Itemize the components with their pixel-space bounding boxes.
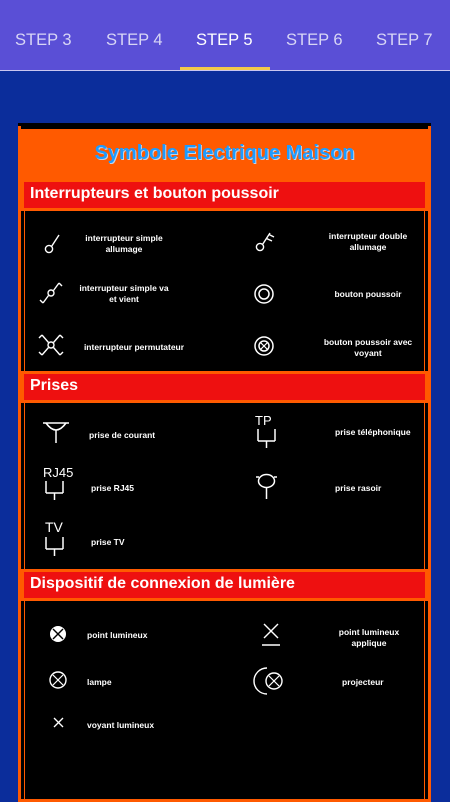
step-content[interactable] bbox=[0, 71, 450, 800]
section-header-switches bbox=[21, 179, 428, 211]
tv-socket-tag: TV bbox=[45, 519, 63, 535]
section-title-lighting: Dispositif de connexion de lumière bbox=[30, 575, 295, 592]
tab-bar bbox=[0, 0, 450, 71]
section-title-sockets: Prises bbox=[30, 377, 79, 394]
tab-step-6[interactable]: STEP 6 bbox=[286, 31, 343, 49]
card-title: Symbole Electrique Maison bbox=[94, 142, 355, 164]
label-rj45-socket: prise RJ45 bbox=[91, 483, 134, 493]
label-phone-socket: prise téléphonique bbox=[335, 427, 411, 437]
label-indicator-light: voyant lumineux bbox=[87, 720, 155, 730]
title-band bbox=[21, 129, 428, 179]
section-header-sockets bbox=[21, 371, 428, 403]
projector-icon bbox=[257, 665, 289, 697]
push-button-light-icon bbox=[251, 333, 279, 361]
tab-step-7[interactable]: STEP 7 bbox=[376, 31, 433, 49]
label-switch-intermediate: interrupteur permutateur bbox=[83, 342, 185, 352]
section-body-switches bbox=[24, 211, 425, 371]
switch-double-icon bbox=[248, 227, 278, 257]
section-body-lighting bbox=[24, 601, 425, 799]
label-push-button: bouton poussoir bbox=[334, 289, 402, 299]
wall-light-icon bbox=[259, 621, 285, 649]
switch-simple-icon bbox=[37, 229, 67, 259]
section-title-switches: Interrupteurs et bouton poussoir bbox=[30, 185, 279, 202]
label-wall-light: point lumineux applique bbox=[338, 627, 400, 648]
rj45-socket-icon bbox=[43, 479, 69, 501]
label-switch-double: interrupteur double allumage bbox=[328, 231, 408, 252]
rj45-socket-tag: RJ45 bbox=[43, 465, 74, 480]
label-razor-socket: prise rasoir bbox=[335, 483, 382, 493]
label-light-point: point lumineux bbox=[87, 630, 148, 640]
light-point-icon bbox=[47, 623, 71, 647]
label-socket: prise de courant bbox=[89, 430, 156, 440]
label-switch-two-way: interrupteur simple va et vient bbox=[79, 283, 169, 304]
tv-socket-icon bbox=[43, 535, 69, 557]
phone-socket-icon bbox=[255, 427, 281, 449]
section-body-sockets bbox=[24, 403, 425, 569]
lamp-icon bbox=[47, 669, 71, 693]
tab-step-5[interactable]: STEP 5 bbox=[196, 31, 253, 49]
label-tv-socket: prise TV bbox=[91, 537, 125, 547]
phone-socket-tag: TP bbox=[255, 413, 272, 428]
label-switch-simple: interrupteur simple allumage bbox=[85, 233, 163, 254]
section-header-lighting bbox=[21, 569, 428, 601]
razor-socket-icon bbox=[253, 471, 283, 503]
tab-step-4[interactable]: STEP 4 bbox=[106, 31, 163, 49]
socket-icon bbox=[41, 419, 73, 449]
symbol-chart-card bbox=[18, 123, 431, 802]
label-lamp: lampe bbox=[87, 677, 112, 687]
tab-step-3[interactable]: STEP 3 bbox=[15, 31, 72, 49]
push-button-icon bbox=[251, 281, 279, 309]
label-projector: projecteur bbox=[342, 677, 384, 687]
switch-intermediate-icon bbox=[37, 331, 67, 361]
label-push-button-light: bouton poussoir avec voyant bbox=[323, 337, 413, 358]
switch-two-way-icon bbox=[37, 279, 67, 309]
indicator-light-icon bbox=[51, 715, 67, 731]
